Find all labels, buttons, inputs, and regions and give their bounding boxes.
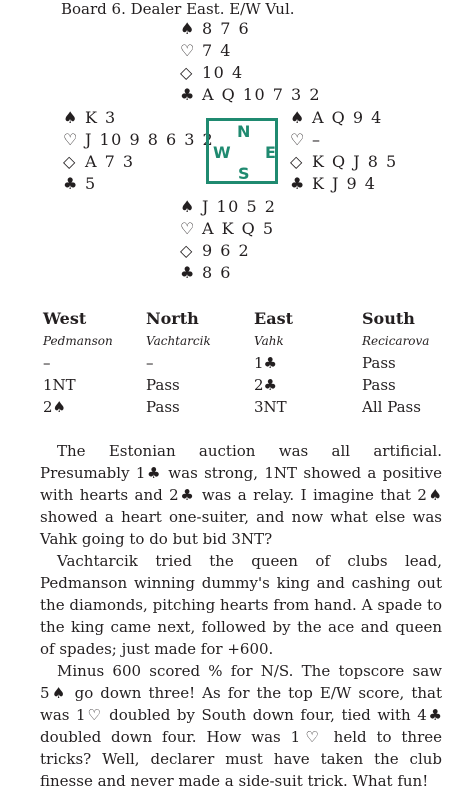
- north-clubs: ♣ A Q 10 7 3 2: [180, 85, 321, 104]
- bid: –: [43, 354, 51, 372]
- auction-table: [0, 308, 450, 418]
- north-hand: [180, 18, 321, 106]
- header-east: East: [254, 309, 293, 328]
- compass-s: S: [238, 164, 250, 183]
- header-south: South: [362, 309, 415, 328]
- commentary: [40, 440, 442, 792]
- compass-box: [206, 118, 278, 184]
- diamond-icon: ◇: [180, 241, 193, 260]
- bid: Pass: [146, 376, 180, 394]
- heart-icon: ♡: [63, 130, 78, 149]
- club-icon: ♣: [180, 263, 195, 282]
- bid: All Pass: [362, 398, 421, 416]
- south-diamonds: ◇ 9 6 2: [180, 241, 251, 260]
- west-diamonds: ◇ A 7 3: [63, 152, 135, 171]
- auction-row: [0, 374, 450, 396]
- bid: 1♣: [254, 354, 277, 372]
- spade-icon: ♠: [63, 108, 78, 127]
- club-icon: ♣: [63, 174, 78, 193]
- club-icon: ♣: [290, 174, 305, 193]
- diamond-icon: ◇: [290, 152, 303, 171]
- heart-icon: ♡: [290, 130, 305, 149]
- auction-header: [0, 308, 450, 330]
- east-clubs: ♣ K J 9 4: [290, 174, 377, 193]
- bid: Pass: [362, 376, 396, 394]
- auction-row: [0, 352, 450, 374]
- south-hearts: ♡ A K Q 5: [180, 219, 275, 238]
- board-title: Board 6. Dealer East. E/W Vul.: [61, 0, 295, 18]
- compass-e: E: [265, 143, 276, 162]
- player-east: Vahk: [254, 334, 284, 348]
- spade-icon: ♠: [290, 108, 305, 127]
- spade-icon: ♠: [180, 197, 195, 216]
- player-south: Recicarova: [362, 334, 430, 348]
- heart-icon: ♡: [180, 41, 195, 60]
- north-diamonds: ◇ 10 4: [180, 63, 244, 82]
- player-north: Vachtarcik: [146, 334, 211, 348]
- player-west: Pedmanson: [43, 334, 113, 348]
- bid: 1NT: [43, 376, 76, 394]
- west-clubs: ♣ 5: [63, 174, 97, 193]
- west-hand: [63, 107, 214, 195]
- west-hearts: ♡ J 10 9 8 6 3 2: [63, 130, 215, 149]
- diamond-icon: ◇: [180, 63, 193, 82]
- auction-row: [0, 396, 450, 418]
- west-spades: ♠ K 3: [63, 108, 117, 127]
- diamond-icon: ◇: [63, 152, 76, 171]
- south-clubs: ♣ 8 6: [180, 263, 232, 282]
- heart-icon: ♡: [180, 219, 195, 238]
- bid: 3NT: [254, 398, 287, 416]
- compass-n: N: [237, 122, 251, 141]
- bid: Pass: [362, 354, 396, 372]
- bid: 2♣: [254, 376, 277, 394]
- east-diamonds: ◇ K Q J 8 5: [290, 152, 398, 171]
- bid: 2♠: [43, 398, 66, 416]
- auction-players: [0, 330, 450, 352]
- east-hearts: ♡ –: [290, 130, 322, 149]
- header-west: West: [43, 309, 87, 328]
- club-icon: ♣: [180, 85, 195, 104]
- east-hand: [290, 107, 398, 195]
- spade-icon: ♠: [180, 19, 195, 38]
- north-hearts: ♡ 7 4: [180, 41, 232, 60]
- bid: –: [146, 354, 154, 372]
- east-spades: ♠ A Q 9 4: [290, 108, 383, 127]
- paragraph: Minus 600 scored % for N/S. The topscore saw 5♠ go down three! As for the top E/W score, that was 1♡ doubled by South down four, tied with 4♣ doubled down four. How was 1♡ held to three tricks? Well, declarer must have taken the club finesse and never made a side-suit trick. What fun!: [40, 662, 442, 790]
- paragraph: The Estonian auction was all artificial. Presumably 1♣ was strong, 1NT showed a positive with hearts and 2♣ was a relay. I imagine that 2♠ showed a heart one-suiter, and now what else was Vahk going to do but bid 3NT?: [40, 442, 442, 548]
- south-hand: [180, 196, 276, 284]
- south-spades: ♠ J 10 5 2: [180, 197, 277, 216]
- north-spades: ♠ 8 7 6: [180, 19, 251, 38]
- header-north: North: [146, 309, 199, 328]
- paragraph: Vachtarcik tried the queen of clubs lead, Pedmanson winning dummy's king and cashing out the diamonds, pitching hearts from hand. A spade to the king came next, followed by the ace and queen of spades; just made for +600.: [40, 552, 442, 658]
- bid: Pass: [146, 398, 180, 416]
- compass-w: W: [213, 143, 231, 162]
